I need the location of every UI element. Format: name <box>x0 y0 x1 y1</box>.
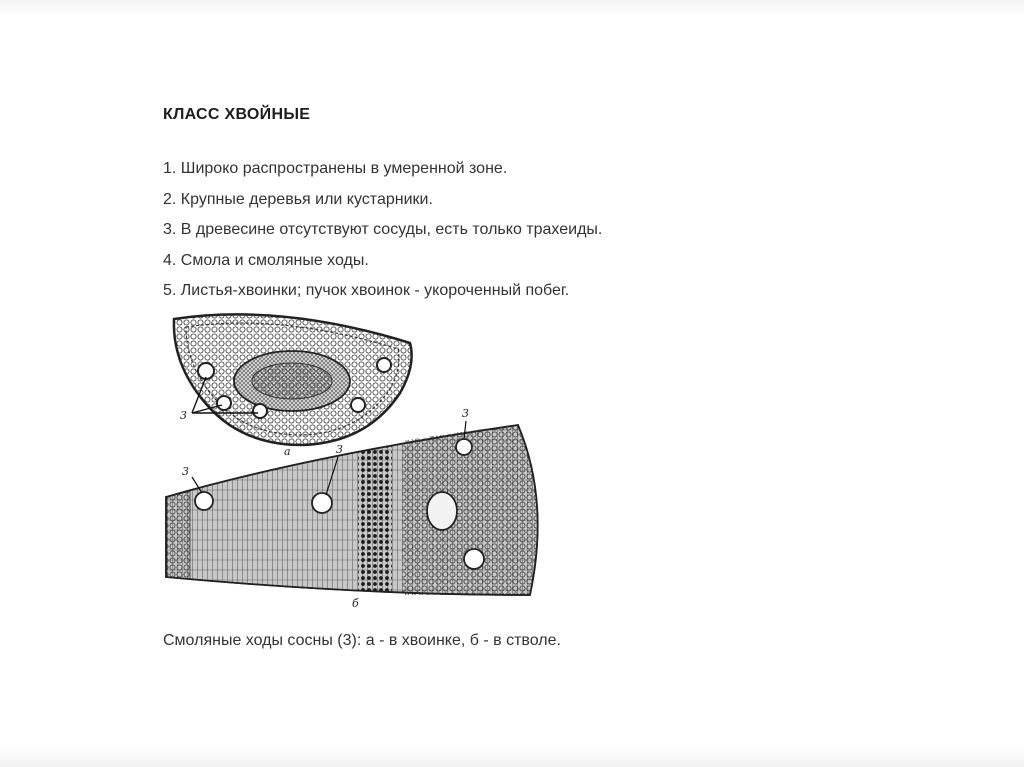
list-item: 2. Крупные деревья или кустарники. <box>163 190 433 208</box>
feature-list <box>163 154 602 307</box>
needle-resin-duct <box>198 363 214 379</box>
label-stem-duct-left: 3 <box>182 465 189 478</box>
needle-resin-duct <box>253 404 267 418</box>
needle-resin-duct <box>351 398 365 412</box>
label-stem-section: б <box>352 597 359 610</box>
needle-resin-duct <box>377 358 391 372</box>
label-needle-duct: 3 <box>180 409 187 422</box>
stem-cross-section <box>166 421 538 595</box>
needle-cross-section <box>174 314 412 445</box>
stem-resin-duct <box>312 493 332 513</box>
list-item: 3. В древесине отсутствуют сосуды, есть только трахеиды. <box>163 221 603 238</box>
needle-resin-duct <box>217 396 231 410</box>
label-needle-section: а <box>284 445 291 458</box>
stem-resin-duct <box>464 549 484 569</box>
resin-ducts-illustration <box>162 305 562 610</box>
stem-resin-duct <box>195 492 213 510</box>
list-item: 5. Листья-хвоинки; пучок хвоинок - укороченный побег. <box>163 282 570 299</box>
bottom-shadow <box>0 747 1024 767</box>
top-shadow <box>0 0 1024 18</box>
label-stem-duct-mid: 3 <box>336 443 343 456</box>
stem-resin-duct <box>456 439 472 455</box>
list-item: 4. Смола и смоляные ходы. <box>163 251 369 269</box>
stem-resin-duct <box>427 492 457 530</box>
list-item: 1. Широко распространены в умеренной зоне. <box>163 160 508 177</box>
figure-caption: Смоляные ходы сосны (3): а - в хвоинке, б - в стволе. <box>163 632 561 649</box>
label-stem-duct-right: 3 <box>462 407 469 420</box>
slide-title: КЛАСС ХВОЙНЫЕ <box>163 106 311 123</box>
